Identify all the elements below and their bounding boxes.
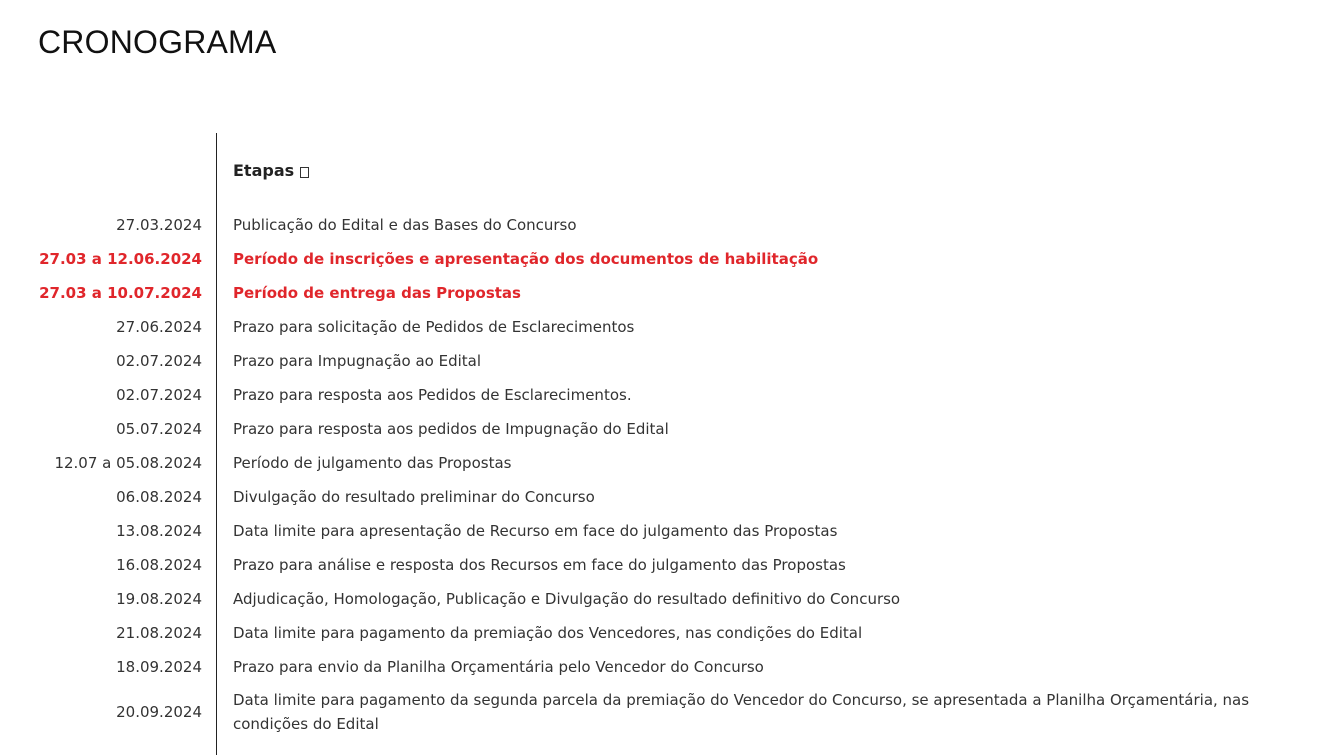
table-row [0, 310, 1343, 344]
table-row [0, 378, 1343, 412]
row-date: 27.03 a 12.06.2024 [39, 250, 202, 268]
row-description: Prazo para resposta aos Pedidos de Esclarecimentos. [233, 386, 632, 404]
schedule-rows [0, 208, 1343, 740]
row-date: 27.03.2024 [116, 216, 202, 234]
row-description: Data limite para apresentação de Recurso em face do julgamento das Propostas [233, 522, 838, 540]
row-date: 02.07.2024 [116, 352, 202, 370]
table-row [0, 480, 1343, 514]
row-description: Prazo para solicitação de Pedidos de Esclarecimentos [233, 318, 635, 336]
table-row [0, 446, 1343, 480]
row-description: Publicação do Edital e das Bases do Concurso [233, 216, 577, 234]
row-description: Período de entrega das Propostas [233, 284, 521, 302]
table-row [0, 208, 1343, 242]
table-row [0, 548, 1343, 582]
row-description: Período de inscrições e apresentação dos documentos de habilitação [233, 250, 819, 268]
table-row [0, 582, 1343, 616]
row-date: 13.08.2024 [116, 522, 202, 540]
row-date: 21.08.2024 [116, 624, 202, 642]
row-date: 27.06.2024 [116, 318, 202, 336]
row-date: 20.09.2024 [116, 703, 202, 721]
sort-icon[interactable] [300, 167, 309, 178]
row-date: 05.07.2024 [116, 420, 202, 438]
row-description: Período de julgamento das Propostas [233, 454, 512, 472]
column-header-label: Etapas [233, 161, 295, 180]
table-row [0, 684, 1343, 740]
table-row [0, 650, 1343, 684]
row-description: Prazo para análise e resposta dos Recursos em face do julgamento das Propostas [233, 556, 846, 574]
row-date: 16.08.2024 [116, 556, 202, 574]
row-description: Adjudicação, Homologação, Publicação e Divulgação do resultado definitivo do Concurso [233, 590, 901, 608]
row-date: 12.07 a 05.08.2024 [54, 454, 202, 472]
table-row-highlighted [0, 242, 1343, 276]
table-row [0, 344, 1343, 378]
row-description: Divulgação do resultado preliminar do Concurso [233, 488, 595, 506]
row-description: Prazo para envio da Planilha Orçamentária pelo Vencedor do Concurso [233, 658, 764, 676]
row-date: 18.09.2024 [116, 658, 202, 676]
table-row [0, 514, 1343, 548]
row-date: 27.03 a 10.07.2024 [39, 284, 202, 302]
row-description: Prazo para resposta aos pedidos de Impugnação do Edital [233, 420, 669, 438]
row-description: Data limite para pagamento da segunda parcela da premiação do Vencedor do Concurso, se apresentada a Planilha Orçamentária, nas condições do Edital [233, 691, 1250, 733]
column-header-etapas[interactable] [233, 161, 309, 180]
row-date: 06.08.2024 [116, 488, 202, 506]
row-date: 02.07.2024 [116, 386, 202, 404]
table-row [0, 412, 1343, 446]
row-description: Prazo para Impugnação ao Edital [233, 352, 482, 370]
page-title: CRONOGRAMA [38, 24, 277, 60]
table-row [0, 616, 1343, 650]
row-description: Data limite para pagamento da premiação dos Vencedores, nas condições do Edital [233, 624, 863, 642]
row-date: 19.08.2024 [116, 590, 202, 608]
table-row-highlighted [0, 276, 1343, 310]
